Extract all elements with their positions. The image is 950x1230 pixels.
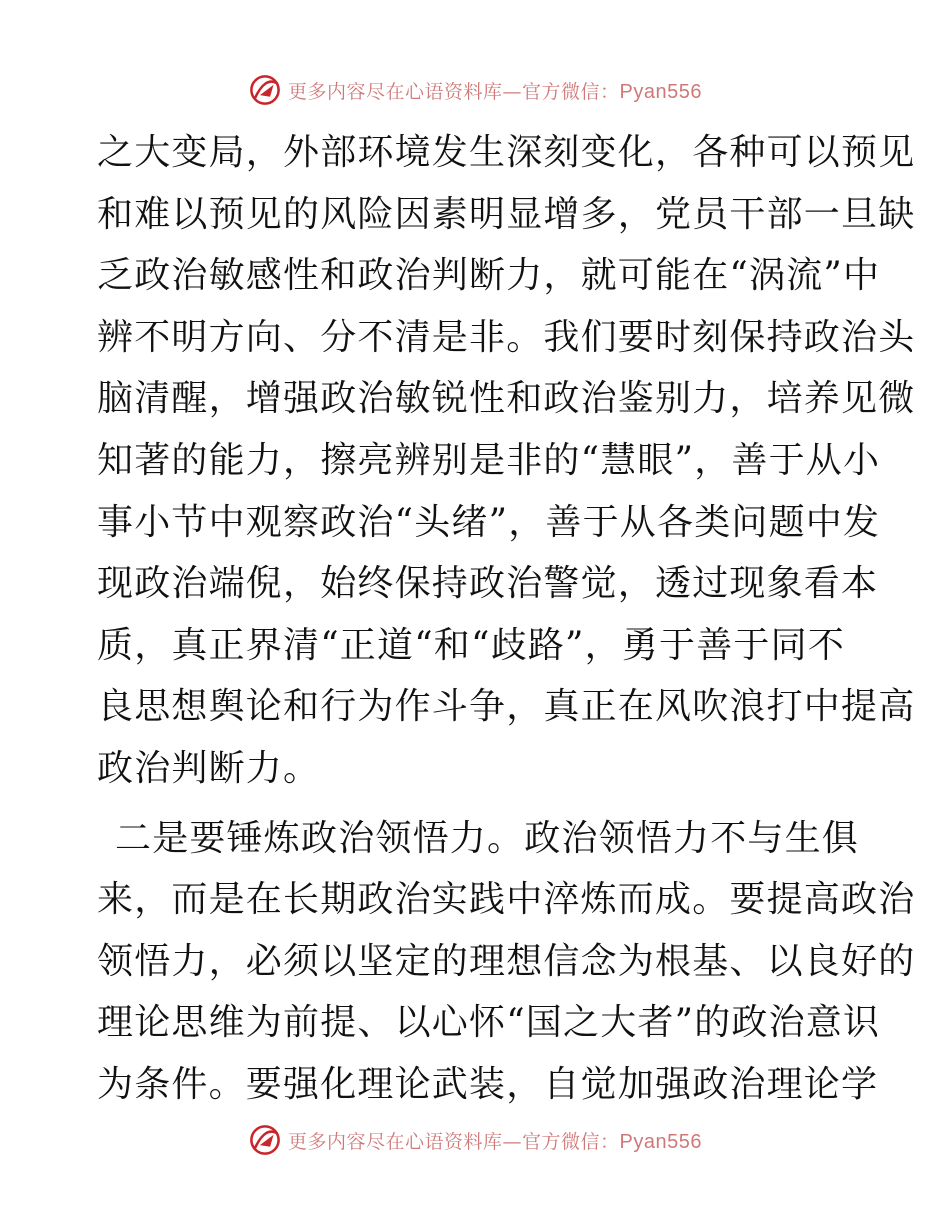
paragraph-1: [97, 122, 916, 800]
text-line: 事小节中观察政治“头绪”，善于从各类问题中发: [97, 501, 881, 543]
brand-logo-icon: [248, 1123, 282, 1157]
footer-watermark-text: 更多内容尽在心语资料库—官方微信：Pyan556: [288, 1130, 702, 1153]
document-body: [97, 122, 916, 1116]
text-line: 脑清醒，增强政治敏锐性和政治鉴别力，培养见微: [97, 378, 916, 420]
text-line: 乏政治敏感性和政治判断力，就可能在“涡流”中: [97, 255, 881, 297]
text-line: 辨不明方向、分不清是非。我们要时刻保持政治头: [97, 316, 916, 358]
text-line: 领悟力，必须以坚定的理想信念为根基、以良好的: [97, 940, 916, 982]
text-line: 知著的能力，擦亮辨别是非的“慧眼”，善于从小: [97, 439, 881, 481]
text-line: 和难以预见的风险因素明显增多，党员干部一旦缺: [97, 193, 916, 235]
text-line: 政治判断力。: [97, 747, 321, 789]
text-line: 二是要锤炼政治领悟力。政治领悟力不与生俱: [115, 817, 860, 859]
text-line: 质，真正界清“正道“和“歧路”，勇于善于同不: [97, 624, 846, 666]
text-line: 理论思维为前提、以心怀“国之大者”的政治意识: [97, 1002, 881, 1044]
header-watermark-banner: [0, 70, 950, 110]
footer-watermark-banner: [0, 1120, 950, 1160]
header-watermark-text: 更多内容尽在心语资料库—官方微信：Pyan556: [288, 80, 702, 103]
text-line: 现政治端倪，始终保持政治警觉，透过现象看本: [97, 563, 879, 605]
text-line: 良思想舆论和行为作斗争，真正在风吹浪打中提高: [97, 686, 916, 728]
text-line: 为条件。要强化理论武装，自觉加强政治理论学: [97, 1063, 879, 1105]
text-line: 之大变局，外部环境发生深刻变化，各种可以预见: [97, 132, 916, 173]
paragraph-2: [97, 808, 916, 1116]
text-line: 来，而是在长期政治实践中淬炼而成。要提高政治: [97, 879, 916, 921]
brand-logo-icon: [248, 73, 282, 107]
